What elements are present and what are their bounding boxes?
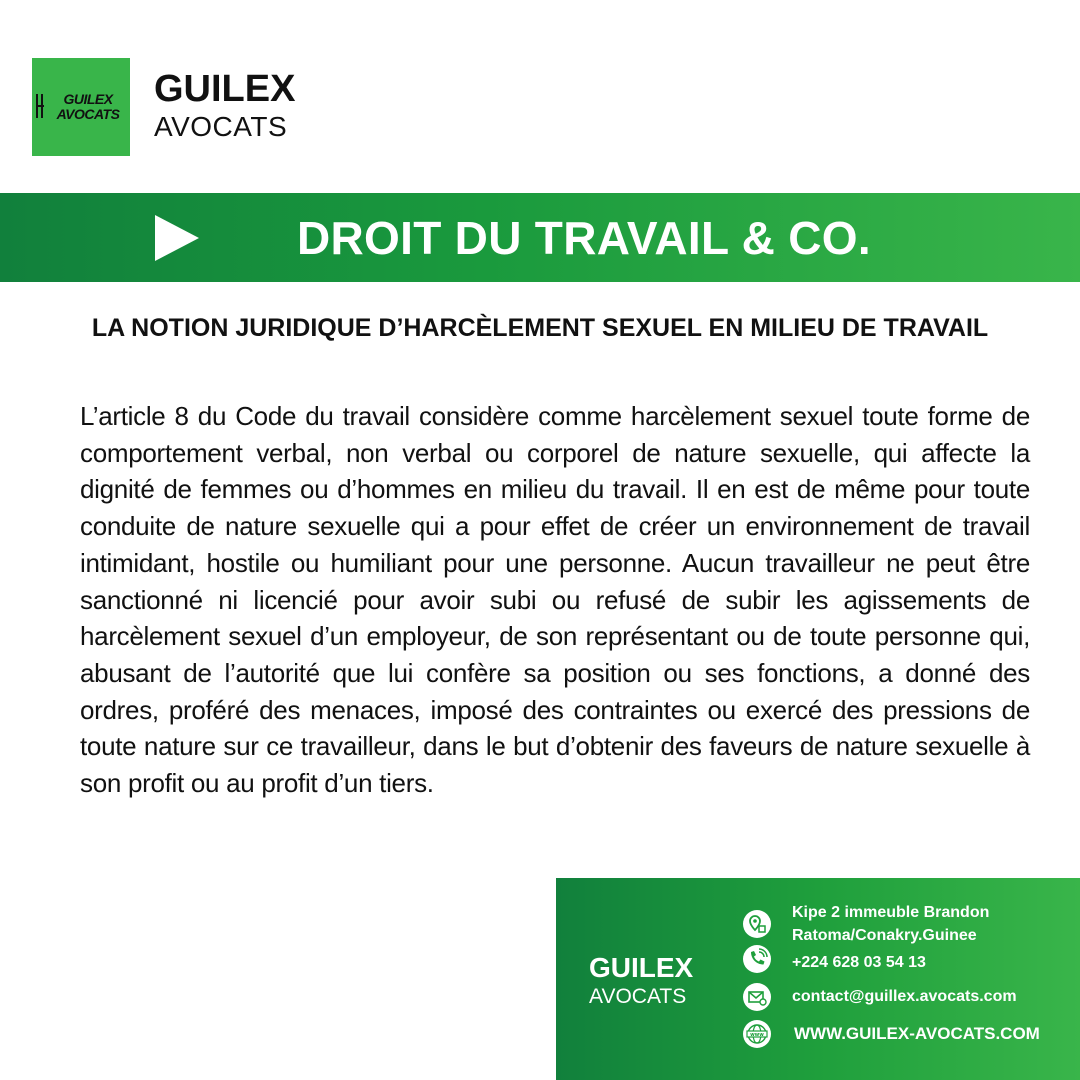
banner-title: DROIT DU TRAVAIL & CO. [297, 212, 871, 264]
logo-line1: GUILEX [63, 91, 113, 107]
address-line2: Ratoma/Conakry.Guinee [792, 927, 977, 944]
article-title: LA NOTION JURIDIQUE D’HARCÈLEMENT SEXUEL EN MILIEU DE TRAVAIL [91, 314, 989, 342]
contact-footer [556, 878, 1080, 1080]
svg-text:www: www [750, 1032, 764, 1038]
footer-brand [589, 952, 693, 1010]
footer-brand-name: GUILEX [589, 952, 694, 983]
logo [32, 58, 130, 156]
logo-line2: AVOCATS [56, 106, 120, 122]
logo-text [46, 92, 130, 122]
article-body: L’article 8 du Code du travail considère comme harcèlement sexuel toute forme de comportement verbal, non verbal ou corporel de nature sexuelle, qui affecte la dignité de femmes ou d’hommes en milieu du travail. Il en est de même pour toute conduite de nature sexuelle qui a pour effet de créer un environnement de travail intimidant, hostile ou humiliant pour une personne. Aucun travailleur ne peut être sanctionné ni licencié pour avoir subi ou refusé de subir les agissements de harcèlement sexuel d’un employeur, de son représentant ou de toute personne qui, abusant de l’autorité que lui confère sa position ou ses fonctions, a donné des ordres, proféré des menaces, imposé des contraintes ou exercé des pressions de toute nature sur ce travailleur, dans le but d’obtenir des faveurs de nature sexuelle à son profit ou au profit d’un tiers. [80, 401, 1030, 799]
category-banner [0, 193, 1080, 282]
email-address[interactable]: contact@guillex.avocats.com [792, 988, 1017, 1005]
location-icon [742, 909, 772, 939]
email-icon [742, 982, 772, 1012]
brand-header [154, 68, 295, 144]
brand-subtitle: AVOCATS [154, 111, 288, 142]
brand-name: GUILEX [154, 68, 296, 110]
phone-number[interactable]: +224 628 03 54 13 [792, 954, 926, 971]
address-line1: Kipe 2 immeuble Brandon [792, 904, 990, 921]
logo-mark-icon [36, 94, 44, 118]
play-arrow-icon [155, 215, 199, 261]
footer-brand-subtitle: AVOCATS [589, 985, 687, 1008]
website-link[interactable]: WWW.GUILEX-AVOCATS.COM [794, 1024, 1040, 1043]
web-icon [742, 1019, 772, 1049]
phone-icon [742, 944, 772, 974]
